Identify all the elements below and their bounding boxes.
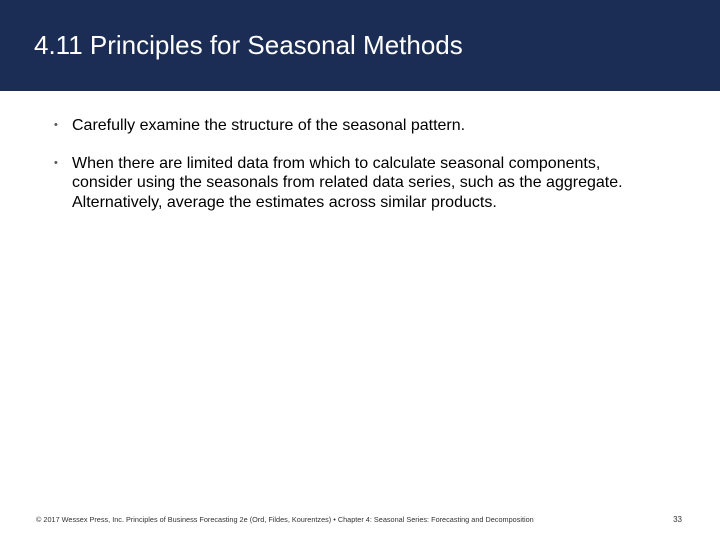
footer-citation: © 2017 Wessex Press, Inc. Principles of Business Forecasting 2e (Ord, Fildes, Kourentzes) • Chapter 4: Seasonal Series: Forecasting and Decomposition: [36, 515, 534, 524]
bullet-item: [52, 154, 632, 213]
bullet-marker: •: [54, 156, 58, 169]
slide-footer: [0, 514, 720, 528]
slide-title: 4.11 Principles for Seasonal Methods: [34, 30, 463, 60]
bullet-text: When there are limited data from which to calculate seasonal components, consider using the seasonals from related data series, such as the aggregate. Alternatively, average the estimates across similar products.: [72, 154, 623, 211]
page-number: 33: [673, 515, 682, 524]
bullet-item: [52, 116, 632, 136]
bullet-marker: •: [54, 119, 58, 131]
bullet-text: Carefully examine the structure of the seasonal pattern.: [72, 117, 466, 134]
title-banner: [0, 0, 720, 91]
bullet-list: [52, 116, 632, 230]
